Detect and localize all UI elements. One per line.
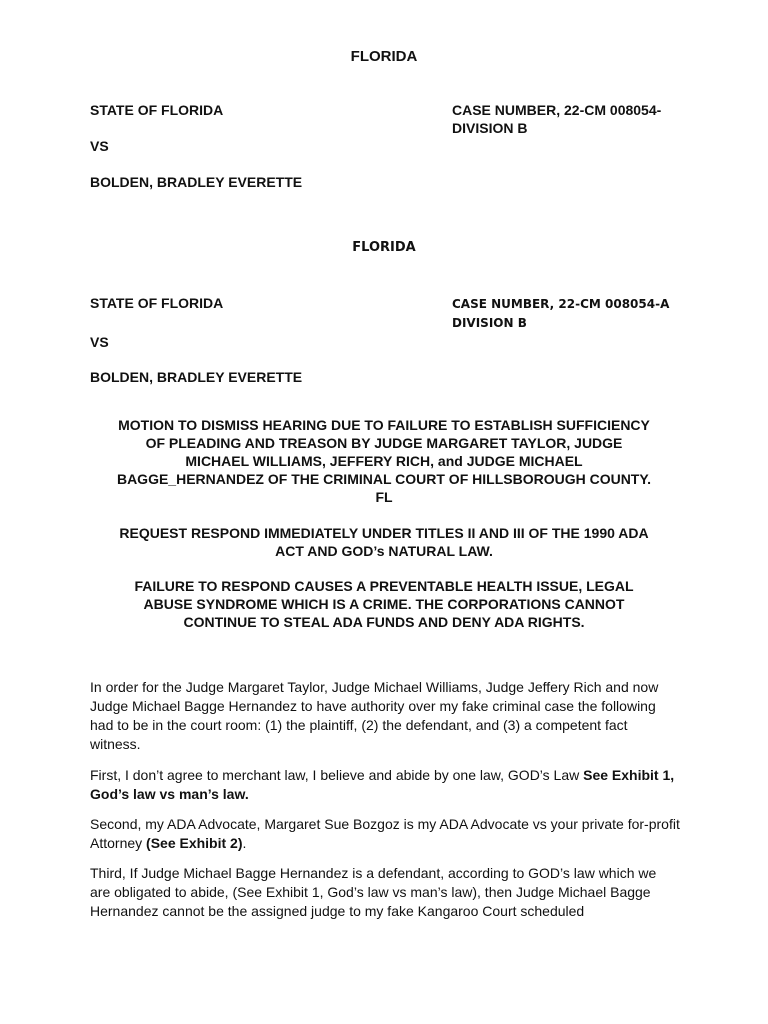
caption-1-vs: VS: [90, 138, 109, 154]
failure-heading-line: FAILURE TO RESPOND CAUSES A PREVENTABLE HEALTH ISSUE, LEGAL: [134, 578, 634, 594]
failure-heading: [90, 577, 678, 631]
motion-heading-line: MICHAEL WILLIAMS, JEFFERY RICH, and JUDGE MICHAEL: [185, 453, 583, 469]
body-paragraph-2-text: First, I don’t agree to merchant law, I believe and abide by one law, GOD’s Law: [90, 767, 584, 783]
caption-1-defendant: BOLDEN, BRADLEY EVERETTE: [90, 174, 303, 190]
caption-2-case-number: CASE NUMBER, 22-CM 008054-A: [452, 297, 670, 311]
motion-heading-line: FL: [375, 489, 393, 505]
body-paragraph-3-text: Second, my ADA Advocate, Margaret Sue Bozgoz is my ADA Advocate vs your private for-profit Attorney: [90, 816, 680, 851]
motion-heading-line: MOTION TO DISMISS HEARING DUE TO FAILURE TO ESTABLISH SUFFICIENCY: [118, 417, 650, 433]
body-paragraph-2: [90, 766, 680, 804]
request-heading-line: REQUEST RESPOND IMMEDIATELY UNDER TITLES II AND III OF THE 1990 ADA: [119, 525, 649, 541]
caption-1-plaintiff: STATE OF FLORIDA: [90, 102, 224, 118]
caption-1-title: FLORIDA: [350, 48, 418, 65]
caption-2-vs: VS: [90, 334, 109, 350]
exhibit-2-reference: (See Exhibit 2): [146, 835, 243, 851]
motion-heading-line: OF PLEADING AND TREASON BY JUDGE MARGARET TAYLOR, JUDGE: [145, 435, 623, 451]
body-paragraph-3-end: .: [242, 835, 247, 851]
exhibit-1-reference: See Exhibit 1, God’s law vs man’s law.: [90, 767, 675, 802]
request-heading: [90, 524, 678, 560]
failure-heading-line: CONTINUE TO STEAL ADA FUNDS AND DENY ADA RIGHTS.: [183, 614, 585, 630]
caption-1-case-number: CASE NUMBER, 22-CM 008054-: [452, 102, 662, 118]
failure-heading-line: ABUSE SYNDROME WHICH IS A CRIME. THE CORPORATIONS CANNOT: [143, 596, 625, 612]
caption-1-division: DIVISION B: [452, 120, 528, 136]
caption-2-division: DIVISION B: [452, 316, 527, 330]
request-heading-line: ACT AND GOD’s NATURAL LAW.: [275, 543, 493, 559]
motion-heading: [90, 416, 678, 506]
body-paragraph-3: [90, 815, 680, 853]
caption-2-defendant: BOLDEN, BRADLEY EVERETTE: [90, 369, 303, 385]
caption-2-plaintiff: STATE OF FLORIDA: [90, 295, 224, 311]
body-paragraph-1: In order for the Judge Margaret Taylor, Judge Michael Williams, Judge Jeffery Rich and now Judge Michael Bagge Hernandez to have authority over my fake criminal case the following had to be in the court room: (1) the plaintiff, (2) the defendant, and (3) a competent fact witness.: [90, 679, 659, 752]
body-paragraph-4: Third, If Judge Michael Bagge Hernandez is a defendant, according to GOD’s law which we are obligated to abide, (See Exhibit 1, God’s law vs man’s law), then Judge Michael Bagge Hernandez cannot be the assigned judge to my fake Kangaroo Court scheduled: [90, 865, 657, 919]
motion-heading-line: BAGGE_HERNANDEZ OF THE CRIMINAL COURT OF HILLSBOROUGH COUNTY.: [116, 471, 652, 487]
caption-2-title: FLORIDA: [352, 240, 416, 255]
